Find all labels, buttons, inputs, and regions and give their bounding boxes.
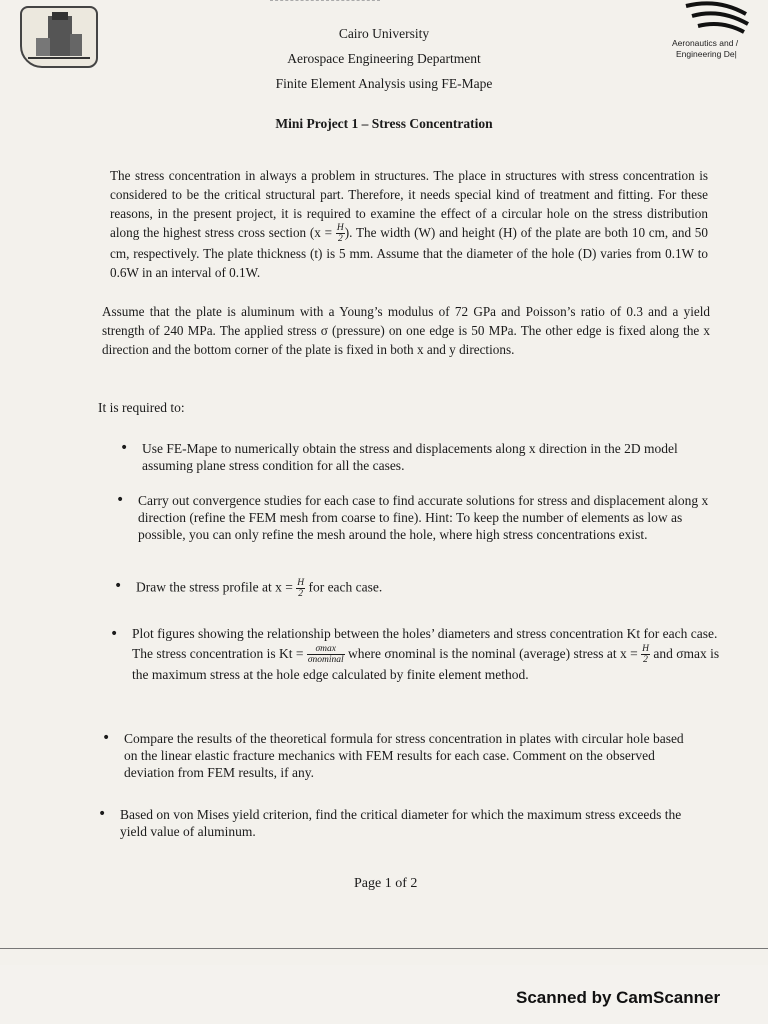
logo-text-line1: Aeronautics and / [672,38,739,48]
bullet-icon: • [110,626,119,642]
intro-text-b: ). The width (W) and height (H) of the plate are both 10 cm, and 50 cm, respectively. The plate thickness (t) is 5 mm. Assume that the diameter of the hole (D) varies from 0.1W to 0.6W in an interval of 0.1W. [110,225,708,281]
list-item: • Plot figures showing the relationship between the holes’ diameters and stress concentration Kt for each case. The stress concentration is Kt = $\frac{\sigma\max}{\text{σnominal}}$ where σnominal is the nominal (average) stress at x = $\frac{H}{2}$ and σmax is the maximum stress at the hole edge calculated by finite element method. [110,626,720,683]
logo-text-line2: Engineering De| [676,49,737,59]
list-item: • Compare the results of the theoretical formula for stress concentration in plates with circular hole based on the linear elastic fracture mechanics with FEM results for each case. Comment on the observed deviation from FEM results, if any. [102,730,684,780]
page-bottom-rule [0,948,768,949]
stress-profile-fraction: $\frac{H}{2}$ [297,578,305,599]
bullet-icon: • [98,806,107,822]
page-number: Page 1 of 2 [354,876,418,891]
department-name: Aerospace Engineering Department [287,51,481,66]
course-name: Finite Element Analysis using FE-Mape [275,76,493,91]
university-name: Cairo University [338,26,430,41]
list-item: • Carry out convergence studies for each case to find accurate solutions for stress and displacement along x direction (refine the FEM mesh from coarse to fine). Hint: To keep the number of elements as low as possible, you can only refine the mesh around the hole, where high stress concentrations exist. [116,492,709,542]
list-item: • Based on von Mises yield criterion, find the critical diameter for which the maximum stress exceeds the yield value of aluminum. [98,806,682,839]
intro-paragraph [110,166,708,282]
bullet-icon: • [120,440,129,456]
material-properties-paragraph: Assume that the plate is aluminum with a Young’s modulus of 72 GPa and Poisson’s ratio of 0.3 and a yield strength of 240 MPa. The applied stress σ (pressure) on one edge is 50 MPa. The other edge is fixed along the x direction and the bottom corner of the plate is fixed in both x and y directions. [102,304,710,357]
intro-text-a: The stress concentration in always a problem in structures. The place in structures with stress concentration is considered to be the critical structural part. Therefore, it needs special kind of treatment and fitting. For these reasons, in the present project, it is required to examine the effect of a circular hole on the stress distribution along the highest stress cross section (x = [110,168,708,240]
scanner-watermark: Scanned by CamScanner [516,988,721,1007]
bullet-icon: • [102,730,111,746]
scan-noise [270,0,380,7]
list-item: • Draw the stress profile at x = $\frac{H}{2}$ for each case. [114,578,383,599]
requirements-heading: It is required to: [98,400,185,415]
kt-fraction: $\frac{\sigma\max}{\text{σnominal}}$ [307,644,344,666]
page-title: Mini Project 1 – Stress Concentration [275,116,493,131]
intro-fraction: $\frac{H}{2}$ [336,223,344,245]
bullet-icon: • [116,492,125,508]
list-item: • Use FE-Mape to numerically obtain the stress and displacements along x direction in the 2D model assuming plane stress condition for all the cases. [120,440,678,473]
bullet-icon: • [114,578,123,594]
nominal-fraction: $\frac{H}{2}$ [642,644,649,666]
